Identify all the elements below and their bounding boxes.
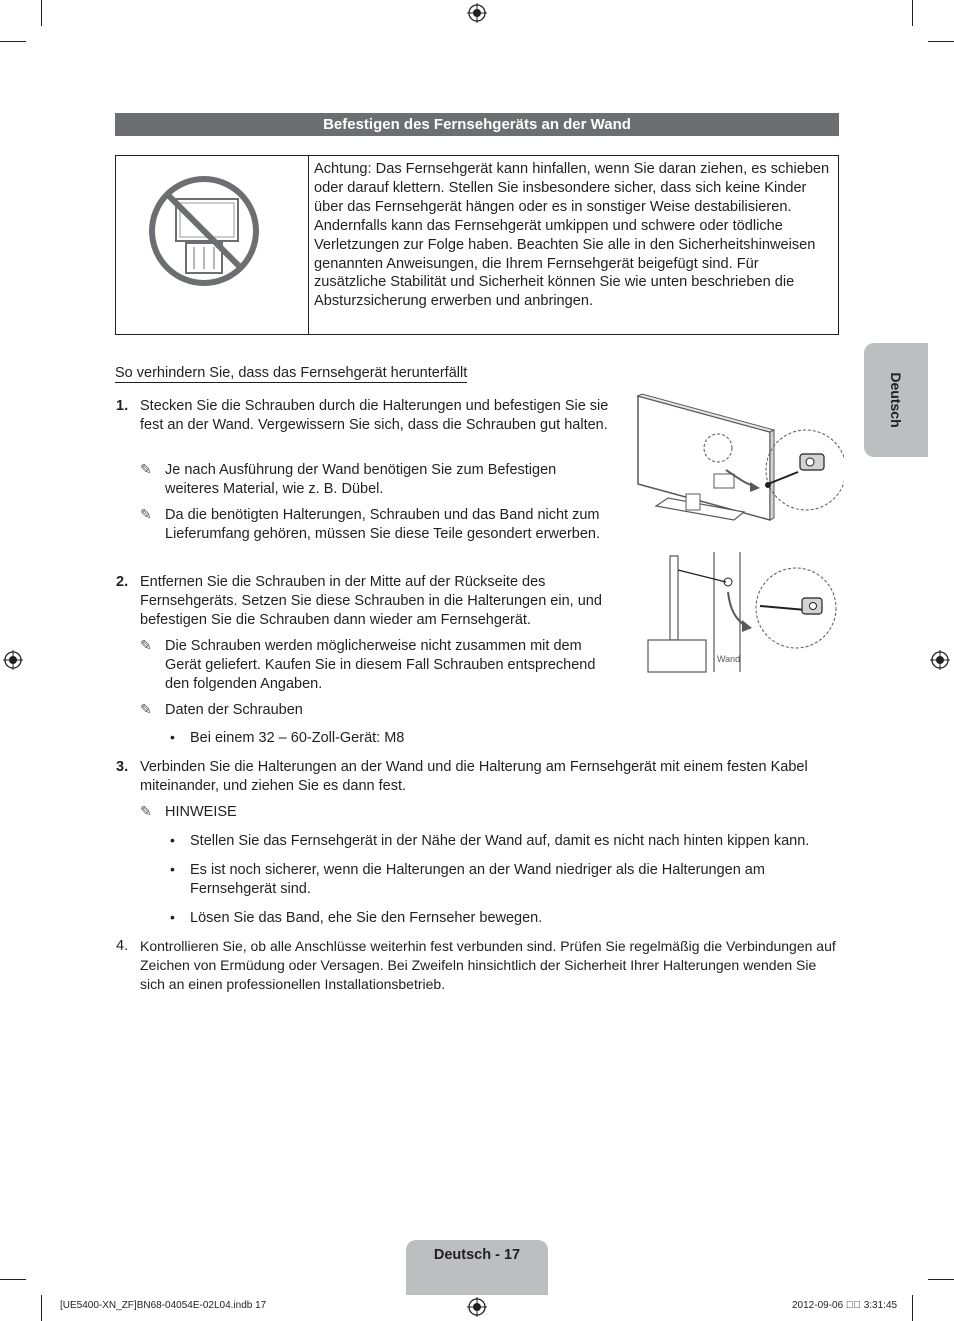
step-text: Kontrollieren Sie, ob alle Anschlüsse weiterhin fest verbunden sind. Prüfen Sie regelmäßig die Verbindungen auf Zeichen von Ermüdung oder Versagen. Bei Zweifeln hinsichtlich der Sicherheit Ihrer Halterungen wenden Sie sich an einen professionellen Installationsbetrieb. (140, 938, 836, 992)
note-text: Daten der Schrauben (165, 702, 303, 718)
bullet-text: Stellen Sie das Fernsehgerät in der Nähe der Wand auf, damit es nicht nach hinten kippen kann. (190, 833, 810, 849)
step-number: 4. (116, 938, 129, 954)
wall-label: Wand (717, 654, 741, 664)
note-text: Die Schrauben werden möglicherweise nicht zusammen mit dem Gerät geliefert. Kaufen Sie in diesem Fall Schrauben entsprechend den folgenden Angaben. (165, 638, 596, 692)
step-text: Verbinden Sie die Halterungen an der Wand und die Halterung am Fernsehgerät mit einem festen Kabel miteinander, und ziehen Sie es dann fest. (140, 759, 808, 794)
warning-text: Achtung: Das Fernsehgerät kann hinfallen, wenn Sie daran ziehen, es schieben oder darauf klettern. Stellen Sie insbesondere sicher, dass sich keine Kinder über das Fernsehgerät hängen oder es in sonstiger Weise destabilisieren. Andernfalls kann das Fernsehgerät umkippen und schwere oder tödliche Verletzungen zur Folge haben. Beachten Sie alle in den Sicherheitshinweisen genannten Anweisungen, die Ihrem Fernsehgerät beigefügt sind. Für zusätzliche Stabilität und Sicherheit können Sie wie unten beschrieben die Absturzsicherung erwerben und anbringen. (314, 161, 830, 310)
bullet-text: Bei einem 32 – 60-Zoll-Gerät: M8 (190, 730, 405, 746)
warning-box (115, 155, 839, 335)
note-icon: ✎ (140, 506, 152, 522)
footer-file-info: [UE5400-XN_ZF]BN68-04054E-02L04.indb 17 (60, 1300, 267, 1311)
footer-timestamp: 2012-09-06 󰠁󰠁 3:31:45 (792, 1300, 898, 1311)
subheading: So verhindern Sie, dass das Fernsehgerät herunterfällt (115, 365, 468, 381)
section-title: Befestigen des Fernsehgeräts an der Wand (115, 113, 839, 136)
tv-bracket-illustration (634, 392, 844, 527)
bullet-text: Es ist noch sicherer, wenn die Halterungen an der Wand niedriger als die Halterungen am Fernsehgerät sind. (190, 862, 765, 897)
bullet-icon: • (170, 909, 175, 925)
note-text: Da die benötigten Halterungen, Schrauben und das Band nicht zum Lieferumfang gehören, müssen Sie diese Teile gesondert erwerben. (165, 507, 600, 542)
registration-mark-icon (930, 650, 950, 670)
registration-mark-icon (3, 650, 23, 670)
note-text: HINWEISE (165, 804, 237, 820)
page-number: Deutsch - 17 (433, 1247, 521, 1263)
bullet-icon: • (170, 861, 175, 877)
note-icon: ✎ (140, 701, 152, 717)
step-text: Stecken Sie die Schrauben durch die Halterungen und befestigen Sie sie fest an der Wand. Vergewissern Sie sich, dass die Schrauben gut halten. (140, 398, 609, 433)
bullet-text: Lösen Sie das Band, ehe Sie den Fernseher bewegen. (190, 910, 543, 926)
step-number: 2. (116, 574, 129, 590)
step-number: 1. (116, 398, 129, 414)
note-icon: ✎ (140, 637, 152, 653)
page-number-tab (406, 1240, 548, 1295)
registration-mark-icon (467, 3, 487, 23)
no-climbing-tv-icon (146, 173, 262, 289)
step-number: 3. (116, 759, 129, 775)
wall-cable-illustration (644, 552, 844, 674)
language-tab-label: Deutsch (888, 372, 904, 428)
bullet-icon: • (170, 832, 175, 848)
registration-mark-icon (467, 1297, 487, 1317)
language-tab (864, 343, 928, 457)
note-icon: ✎ (140, 461, 152, 477)
note-text: Je nach Ausführung der Wand benötigen Sie zum Befestigen weiteres Material, wie z. B. Dübel. (165, 462, 557, 497)
bullet-icon: • (170, 729, 175, 745)
note-icon: ✎ (140, 803, 152, 819)
step-text: Entfernen Sie die Schrauben in der Mitte auf der Rückseite des Fernsehgeräts. Setzen Sie diese Schrauben in die Halterungen ein, und befestigen Sie die Schrauben dann wieder am Fernsehgerät. (140, 574, 602, 628)
